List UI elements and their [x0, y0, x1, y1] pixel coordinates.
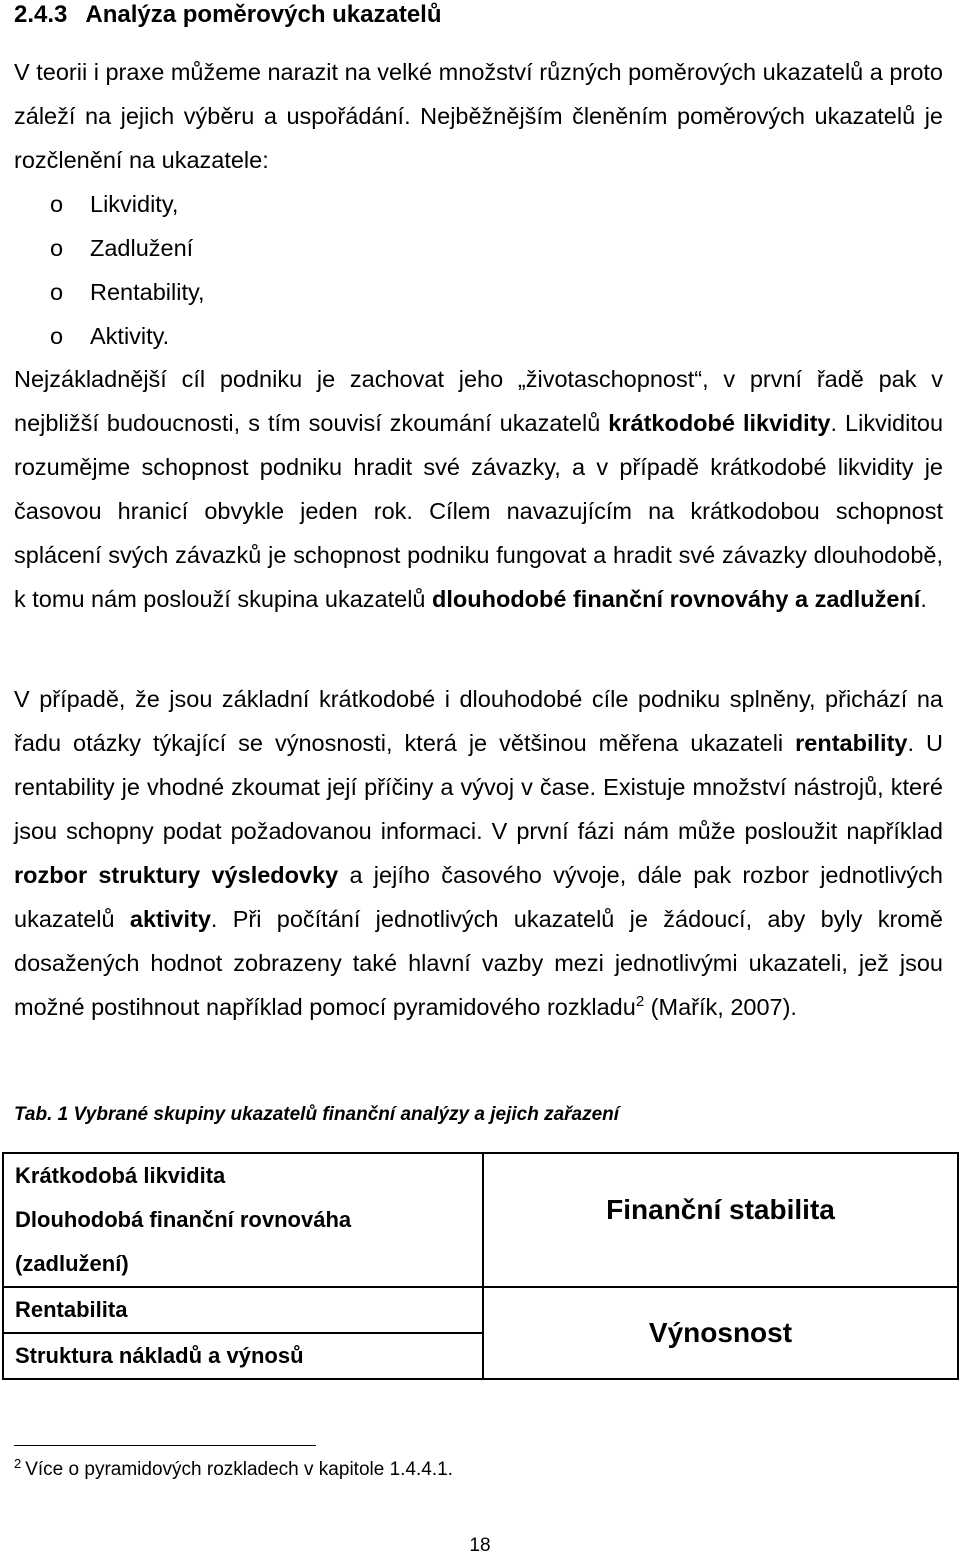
footnote-mark: 2 — [14, 1455, 22, 1471]
section-number: 2.4.3 — [14, 1, 68, 28]
table-caption: Tab. 1 Vybrané skupiny ukazatelů finanční analýzy a jejich zařazení — [14, 1104, 620, 1125]
text-run: V případě, že jsou základní krátkodobé i dlouhodobé cíle podniku splněny, přichází na řadu otázky týkající se výnosnosti, která je většinou měřena ukazateli — [14, 686, 943, 756]
text-run: . Likviditou rozumějme schopnost podniku hradit své závazky, a v případě krátkodobé likvidity je časovou hranicí obvykle jeden rok. Cílem navazujícím na krátkodobou schopnost splácení svých závazků je schopnost podniku fungovat a hradit své závazky dlouhodobě, k tomu nám poslouží skupina ukazatelů — [14, 410, 944, 612]
text-run: Nejzákladnější cíl podniku je zachovat jeho „životaschopnost“, v první řadě pak v nejbližší budoucnosti, s tím souvisí zkoumání ukazatelů — [14, 366, 943, 436]
text-run: a jejího časového vývoje, dále pak rozbor jednotlivých ukazatelů — [14, 862, 944, 932]
list-bullet: o — [50, 279, 64, 305]
list-item — [50, 314, 943, 358]
table-cell-group-label: Finanční stabilita — [483, 1153, 958, 1287]
text-run: (Mařík, 2007). — [644, 994, 797, 1020]
list-item — [50, 226, 943, 270]
table-cell-text: Rentabilita — [15, 1297, 128, 1322]
table-cell-indicators — [3, 1287, 483, 1379]
table-cell-text: Struktura nákladů a výnosů — [4, 1332, 482, 1378]
footnote-reference[interactable]: 2 — [635, 993, 645, 1011]
table-cell-group-label: Výnosnost — [483, 1287, 958, 1379]
page-number: 18 — [469, 1535, 491, 1556]
bold-term: dlouhodobé finanční rovnováhy a zadlužení — [432, 586, 921, 612]
section-heading — [14, 0, 943, 30]
bold-term: rentability — [795, 730, 908, 756]
list-item-label: Rentability, — [90, 279, 205, 305]
list-bullet: o — [50, 235, 64, 261]
profitability-paragraph — [14, 677, 943, 1029]
footnote-text: Více o pyramidových rozkladech v kapitole 1.4.4.1. — [25, 1459, 453, 1480]
liquidity-paragraph — [14, 357, 943, 621]
list-item-label: Likvidity, — [90, 191, 179, 217]
list-bullet: o — [50, 323, 64, 349]
indicator-groups-table — [2, 1152, 959, 1380]
intro-paragraph: V teorii i praxe můžeme narazit na velké množství různých poměrových ukazatelů a proto záleží na jejich výběru a uspořádání. Nejběžnějším členěním poměrových ukazatelů je rozčlenění na ukazatele: — [14, 59, 943, 173]
table-row — [3, 1287, 958, 1379]
list-item-label: Aktivity. — [90, 323, 170, 349]
table-row — [3, 1153, 958, 1287]
list-item — [50, 270, 943, 314]
bold-term: rozbor struktury výsledovky — [14, 862, 339, 888]
section-title: Analýza poměrových ukazatelů — [85, 1, 442, 28]
list-bullet: o — [50, 191, 64, 217]
text-run: . — [920, 586, 927, 612]
list-item — [50, 182, 943, 226]
table-cell-text: Krátkodobá likvidita — [15, 1163, 226, 1188]
bold-term: krátkodobé likvidity — [608, 410, 831, 436]
text-run: . Při počítání jednotlivých ukazatelů je žádoucí, aby byly kromě dosažených hodnot zobrazeny také hlavní vazby mezi jednotlivými ukazateli, jež jsou možné postihnout například pomocí pyramidového rozkladu — [14, 906, 943, 1020]
table-cell-text: (zadlužení) — [15, 1251, 129, 1276]
table-cell-text: Dlouhodobá finanční rovnováha — [15, 1207, 352, 1232]
table-cell-indicators — [3, 1153, 483, 1287]
list-item-label: Zadlužení — [90, 235, 194, 261]
text-run: . U rentability je vhodné zkoumat její příčiny a vývoj v čase. Existuje množství nástrojů, které jsou schopny podat požadovanou informaci. V první fázi nám může posloužit například — [14, 730, 943, 844]
indicator-list — [50, 182, 943, 358]
footnote — [14, 1457, 453, 1483]
footnote-rule — [14, 1445, 316, 1446]
bold-term: aktivity — [129, 906, 211, 932]
